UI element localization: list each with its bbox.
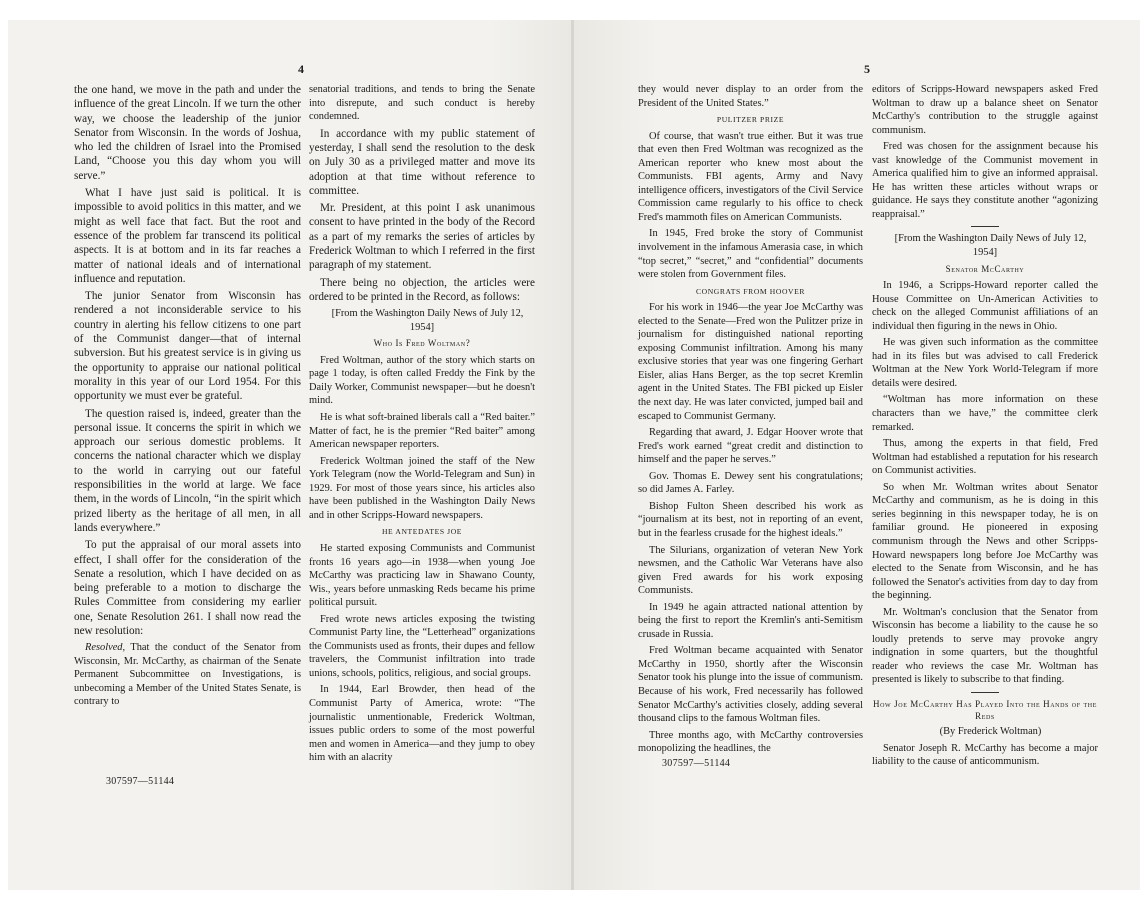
paragraph: Fred was chosen for the assignment because his vast knowledge of the Communist movement in America qualified him to give an informed appraisal. He has written these articles without wraps or guidance. He says they constitute another “agonizing reappraisal.” <box>872 141 1098 220</box>
paragraph: Of course, that wasn't true either. But it was true that even then Fred Woltman was recognized as the American reporter who knew most about the Communists. FBI agents, Army and Navy intelligence officers, investigators of the Civil Service Commission came regularly to his office to check Fred's mammoth files on American Communists. <box>638 130 863 223</box>
paragraph: Mr. Woltman's conclusion that the Senator from Wisconsin has become a liability to the cause he so loudly pretends to serve may provoke angry indignation in some quarters, but the thoughtful reader who reviews the case Mr. Woltman has presented is likely to subscribe to that finding. <box>872 606 1098 686</box>
paragraph: Fred Woltman became acquainted with Senator McCarthy in 1950, shortly after the Wisconsin Senator took his plunge into the issue of communism. Because of his work, Fred necessarily has followed Senator McCarthy's activities closely, adding several thousand clips to the famous Woltman files. <box>638 645 863 725</box>
paragraph: Regarding that award, J. Edgar Hoover wrote that Fred's work earned “great credit and distinction to himself and the paper he serves.” <box>638 427 863 466</box>
divider-rule <box>971 692 999 693</box>
paragraph: The question raised is, indeed, greater than the personal issue. It concerns the spirit in which we approach our serious domestic problems. It concerns the national character which we display to the world in carrying out our fateful responsibilities in the world at large. We face them, in the words of Lincoln, “in the spirit which prized liberty as the heritage of all men, in all lands everywhere.” <box>74 407 301 534</box>
paragraph: senatorial traditions, and tends to bring the Senate into disrepute, and such conduct is hereby condemned. <box>309 84 535 123</box>
byline: (By Frederick Woltman) <box>939 725 1042 737</box>
left-page-column-1 <box>74 84 301 711</box>
footer-code: 307597—51144 <box>106 776 175 787</box>
paragraph: What I have just said is political. It is impossible to avoid politics in this matter, and we might as well face that fact. But the root and essence of the problem far transcend its political aspects. It is at bottom and in its far reaches a matter of national ideals and of international influence and reputation. <box>74 187 301 285</box>
right-page-column-1 <box>638 84 863 759</box>
paragraph: Gov. Thomas E. Dewey sent his congratulations; so did James A. Farley. <box>638 470 863 496</box>
paragraph: He was given such information as the committee had in its files but was advised to call Frederick Woltman at the New York World-Telegram if more details were desired. <box>872 337 1098 389</box>
resolution-paragraph <box>74 641 301 708</box>
source-line: [From the Washington Daily News of July 12, 1954] <box>331 308 524 333</box>
paragraph: In accordance with my public statement of yesterday, I shall send the resolution to the desk on July 30 as a privileged matter and move its adoption at that time without reference to committee. <box>309 127 535 197</box>
page-number: 5 <box>864 62 870 76</box>
section-heading: CONGRATS FROM HOOVER <box>695 286 806 296</box>
resolution-text: That the conduct of the Senator from Wisconsin, Mr. McCarthy, as chairman of the Senate Permanent Subcommittee on Investigations, is unbecoming a Member of the United States Senate, is contrary to <box>74 642 301 707</box>
paragraph: Fred wrote news articles exposing the twisting Communist Party line, the “Letterhead” organizations the Communists used as fronts, their dupes and fellow travelers, the Communist infiltration into trade unions, schools, politics, religious, and social groups. <box>309 613 535 679</box>
paragraph: The junior Senator from Wisconsin has rendered a not inconsiderable service to his country in alerting his fellow citizens to one part of the Communist danger—that of internal subversion. But his greatest service is in giving us the opportunity to appraise our national political morality in this year of our Lord 1954. For this opportunity we must ever be grateful. <box>74 290 301 403</box>
source-line: [From the Washington Daily News of July 12, 1954] <box>894 233 1087 259</box>
paragraph: The Silurians, organization of veteran New York newsmen, and the Catholic War Veterans have also given Fred awards for his work exposing Communists. <box>638 544 863 597</box>
section-heading: Who Is Fred Woltman? <box>373 338 471 349</box>
paragraph: the one hand, we move in the path and under the influence of the great Lincoln. If we turn the other way, we choose the leadership of the junior Senator from Wisconsin. In the words of Joshua, who led the children of Israel into the Promised Land, “Choose you this day whom you will serve.” <box>74 84 301 182</box>
paragraph: To put the appraisal of our moral assets into effect, I shall offer for the consideration of the Senate a resolution, which I have decided on as being preferable to a motion to discharge the Rules Committee from considering my earlier one, Senate Resolution 261. I shall now read the new resolution: <box>74 539 301 637</box>
page-number: 4 <box>298 62 304 76</box>
section-heading: HE ANTEDATES JOE <box>381 527 463 537</box>
paragraph: In 1946, a Scripps-Howard reporter called the House Committee on Un-American Activities to check on the alleged Communist affiliations of an individual then figuring in the news in Ohio. <box>872 280 1098 332</box>
paragraph: In 1944, Earl Browder, then head of the Communist Party of America, wrote: “The journalistic unmentionable, Frederick Woltman, issues public orders to some of the most powerful men and women in America—and they jump to obey him with an alacrity <box>309 684 535 764</box>
paragraph: He started exposing Communists and Communist fronts 16 years ago—in 1938—when young Joe McCarthy was practicing law in Shawano County, Wis., years before unmasking Reds became his prime political pursuit. <box>309 542 535 609</box>
section-heading: PULITZER PRIZE <box>716 115 785 125</box>
paragraph: they would never display to an order from the President of the United States.” <box>638 84 863 109</box>
paragraph: For his work in 1946—the year Joe McCarthy was elected to the Senate—Fred won the Pulitzer prize in journalism for distinguished national reporting exposing Communist infiltration. Among his many exclusive stories that year was one fingering Gerhart Eisler, alias Hans Berger, as the top secret Kremlin agent in the United States. The FBI picked up Eisler the next day. He was later convicted, jumped bail and escaped to Communist Germany. <box>638 302 863 422</box>
paragraph: Bishop Fulton Sheen described his work as “journalism at its best, not in reporting of an event, but in the fearless crusade for the highest ideals.” <box>638 500 863 539</box>
paragraph: “Woltman has more information on these characters than we have,” the committee clerk remarked. <box>872 394 1098 433</box>
document-spread <box>8 20 1140 890</box>
paragraph: There being no objection, the articles were ordered to be printed in the Record, as follows: <box>309 276 535 303</box>
resolved-word: Resolved, <box>85 642 126 654</box>
footer-code: 307597—51144 <box>662 758 731 769</box>
paragraph: Frederick Woltman joined the staff of the New York Telegram (now the World-Telegram and Sun) in 1929. For most of those years since, his articles also have been published in the Washington Daily News and in other Scripps-Howard newspapers. <box>309 455 535 521</box>
paragraph: He is what soft-brained liberals call a “Red baiter.” Matter of fact, he is the premier “Red baiter” among American newspaper reporters. <box>309 412 535 451</box>
paragraph: Fred Woltman, author of the story which starts on page 1 today, is often called Freddy the Fink by the Daily Worker, Communist newspaper—but he doesn't mind. <box>309 354 535 407</box>
paragraph: Three months ago, with McCarthy controversies monopolizing the headlines, the <box>638 729 863 755</box>
left-page <box>8 20 574 890</box>
paragraph: In 1945, Fred broke the story of Communist involvement in the infamous Amerasia case, in which “top secret,” “secret,” and “confidential” documents were stolen from Government files. <box>638 228 863 281</box>
paragraph: Senator Joseph R. McCarthy has become a major liability to the cause of anticommunism. <box>872 742 1098 768</box>
section-heading: Senator McCarthy <box>945 263 1025 274</box>
paragraph: editors of Scripps-Howard newspapers asked Fred Woltman to draw up a balance sheet on Senator McCarthy's contribution to the struggle against communism. <box>872 84 1098 136</box>
left-page-column-2 <box>309 84 535 768</box>
paragraph: So when Mr. Woltman writes about Senator McCarthy and communism, as he is doing in this series beginning in this newspaper today, he is on familiar ground. He pioneered in exposing communism through the News and other Scripps-Howard newspapers long before Joe McCarthy was elected to the Senate from Wisconsin, and he has followed the Senator's activities from day to day from the beginning. <box>872 481 1098 602</box>
right-page <box>574 20 1140 890</box>
divider-rule <box>971 226 999 227</box>
paragraph: In 1949 he again attracted national attention by being the first to report the Kremlin's anti-Semitism crusade in Russia. <box>638 601 863 640</box>
right-page-column-2 <box>872 84 1098 772</box>
article-headline: How Joe McCarthy Has Played Into the Hands of the Reds <box>873 698 1097 721</box>
paragraph: Thus, among the experts in that field, Fred Woltman had established a reputation for his research on Communist activities. <box>872 438 1098 477</box>
paragraph: Mr. President, at this point I ask unanimous consent to have printed in the body of the Record as a part of my remarks the series of articles by Frederick Woltman to which I referred in the first paragraph of my statement. <box>309 202 535 272</box>
